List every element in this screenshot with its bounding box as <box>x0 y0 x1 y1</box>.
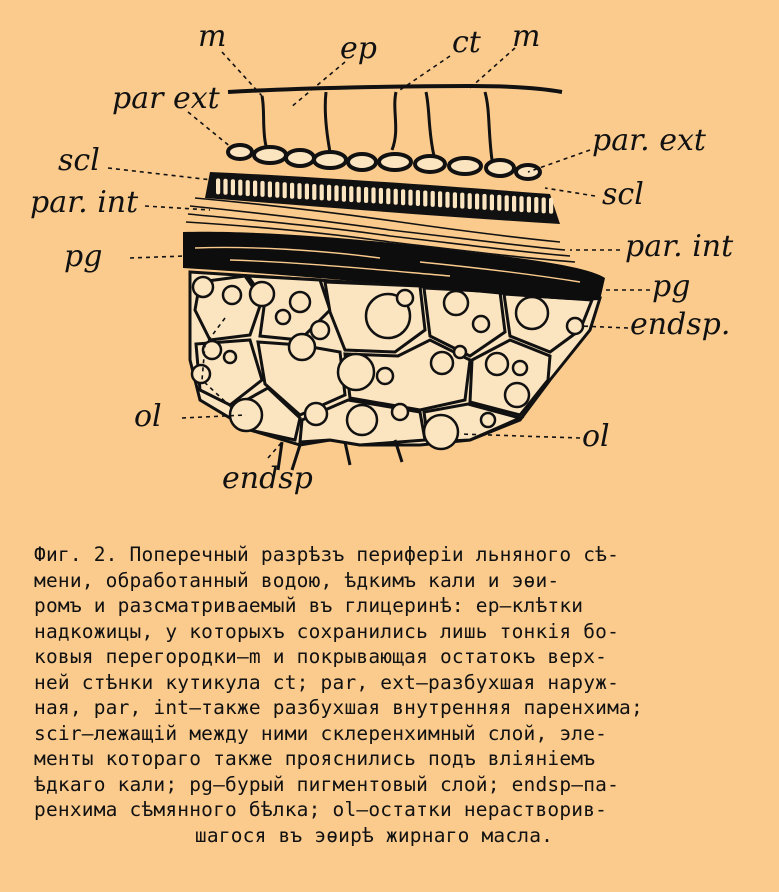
external-parenchyma <box>228 145 540 179</box>
figure-caption <box>34 542 754 848</box>
caption-line: ренхима сѣмянного бѣлка; ol—остатки нерастворив- <box>34 798 608 821</box>
sclerenchyma-cell <box>357 187 361 203</box>
caption-line: надкожицы, у которыхъ сохранились лишь тонкія бо- <box>34 619 620 643</box>
sclerenchyma-cell <box>297 183 301 199</box>
label-ol-right: ol <box>582 419 610 454</box>
cuticle <box>228 86 562 92</box>
sclerenchyma-cell <box>401 189 405 205</box>
sclerenchyma-cell <box>364 187 368 203</box>
sclerenchyma-cell <box>468 193 472 209</box>
label-ct: ct <box>452 25 481 60</box>
label-par-ext-left: par ext <box>112 81 220 116</box>
sclerenchyma-cell <box>349 186 353 202</box>
caption-line: ѣдкаго кали; pg—бурый пигментовый слой; endsp—па- <box>34 772 620 796</box>
caption-line: мени, обработанный водою, ѣдкимъ кали и эѳи- <box>34 568 560 592</box>
sclerenchyma-cell <box>312 184 316 200</box>
label-m-left: m <box>198 19 227 54</box>
caption-line: шагося въ эѳирѣ жирнаго масла. <box>194 823 554 847</box>
label-par-int-left: par. int <box>30 185 139 220</box>
sclerenchyma-cell <box>246 180 250 196</box>
sclerenchyma-cell <box>431 191 435 207</box>
label-endsp-right: endsp. <box>630 307 731 342</box>
sclerenchyma-cell <box>490 194 494 210</box>
caption-line: scir—лежащій между ними склеренхимный слой, эле- <box>34 721 608 745</box>
sclerenchyma-cell <box>423 191 427 207</box>
sclerenchyma-cell <box>527 197 531 213</box>
sclerenchyma-cell <box>460 193 464 209</box>
sclerenchyma-cell <box>253 181 257 197</box>
label-scl-left: scl <box>58 143 100 178</box>
sclerenchyma-cell <box>371 187 375 203</box>
caption-line: Фиг. 2. Поперечный разрѣзъ периферіи льняного сѣ- <box>34 543 620 566</box>
caption-line: ней стѣнки кутикула ct; par, ext—разбухшая наруж- <box>34 670 620 694</box>
sclerenchyma-cell <box>238 180 242 196</box>
sclerenchyma-cell <box>482 194 486 210</box>
sclerenchyma-cell <box>334 185 338 201</box>
sclerenchyma-cell <box>453 192 457 208</box>
sclerenchyma-cell <box>416 190 420 206</box>
label-endsp-bottom: endsp <box>222 461 313 496</box>
sclerenchyma-cell <box>268 181 272 197</box>
sclerenchyma-cell <box>438 191 442 207</box>
sclerenchyma-cell <box>534 197 538 213</box>
caption-line: менты котораго также прояснились подъ вліяніемъ <box>34 747 596 770</box>
sclerenchyma-cell <box>320 184 324 200</box>
sclerenchyma-cell <box>305 184 309 200</box>
sclerenchyma-cell <box>394 189 398 205</box>
label-scl-right: scl <box>602 177 644 212</box>
caption-line: ковыя перегородки—m и покрывающая остатокъ верх- <box>34 645 608 668</box>
sclerenchyma-cell <box>275 182 279 198</box>
sclerenchyma-cell <box>386 188 390 204</box>
label-par-int-right: par. int <box>625 229 734 264</box>
sclerenchyma-cell <box>408 190 412 206</box>
sclerenchyma-cell <box>445 192 449 208</box>
sclerenchyma-cell <box>342 186 346 202</box>
label-ol-left: ol <box>134 399 162 434</box>
label-ep: ep <box>340 31 377 66</box>
sclerenchyma-cell <box>512 196 516 212</box>
caption-line: ромъ и разсматриваемый въ глицеринѣ: ep—клѣтки <box>34 594 584 617</box>
label-pg-left: pg <box>64 239 103 274</box>
sclerenchyma-cell <box>519 196 523 212</box>
label-m-right: m <box>512 19 541 54</box>
sclerenchyma-cell <box>327 185 331 201</box>
sclerenchyma-cell <box>542 197 546 213</box>
sclerenchyma-cell <box>260 181 264 197</box>
sclerenchyma-cell <box>283 182 287 198</box>
sclerenchyma-cell <box>549 198 553 214</box>
sclerenchyma-cell <box>505 195 509 211</box>
sclerenchyma-cell <box>231 179 235 195</box>
caption-line: ная, par, int—также разбухшая внутренняя паренхима; <box>34 696 643 719</box>
sclerenchyma-cell <box>475 194 479 210</box>
sclerenchyma-cell <box>497 195 501 211</box>
sclerenchyma-cell <box>216 178 220 194</box>
sclerenchyma-cell <box>379 188 383 204</box>
sclerenchyma-cell <box>290 183 294 199</box>
sclerenchyma-cell <box>223 179 227 195</box>
label-par-ext-right: par. ext <box>592 123 706 158</box>
label-pg-right: pg <box>652 269 691 304</box>
